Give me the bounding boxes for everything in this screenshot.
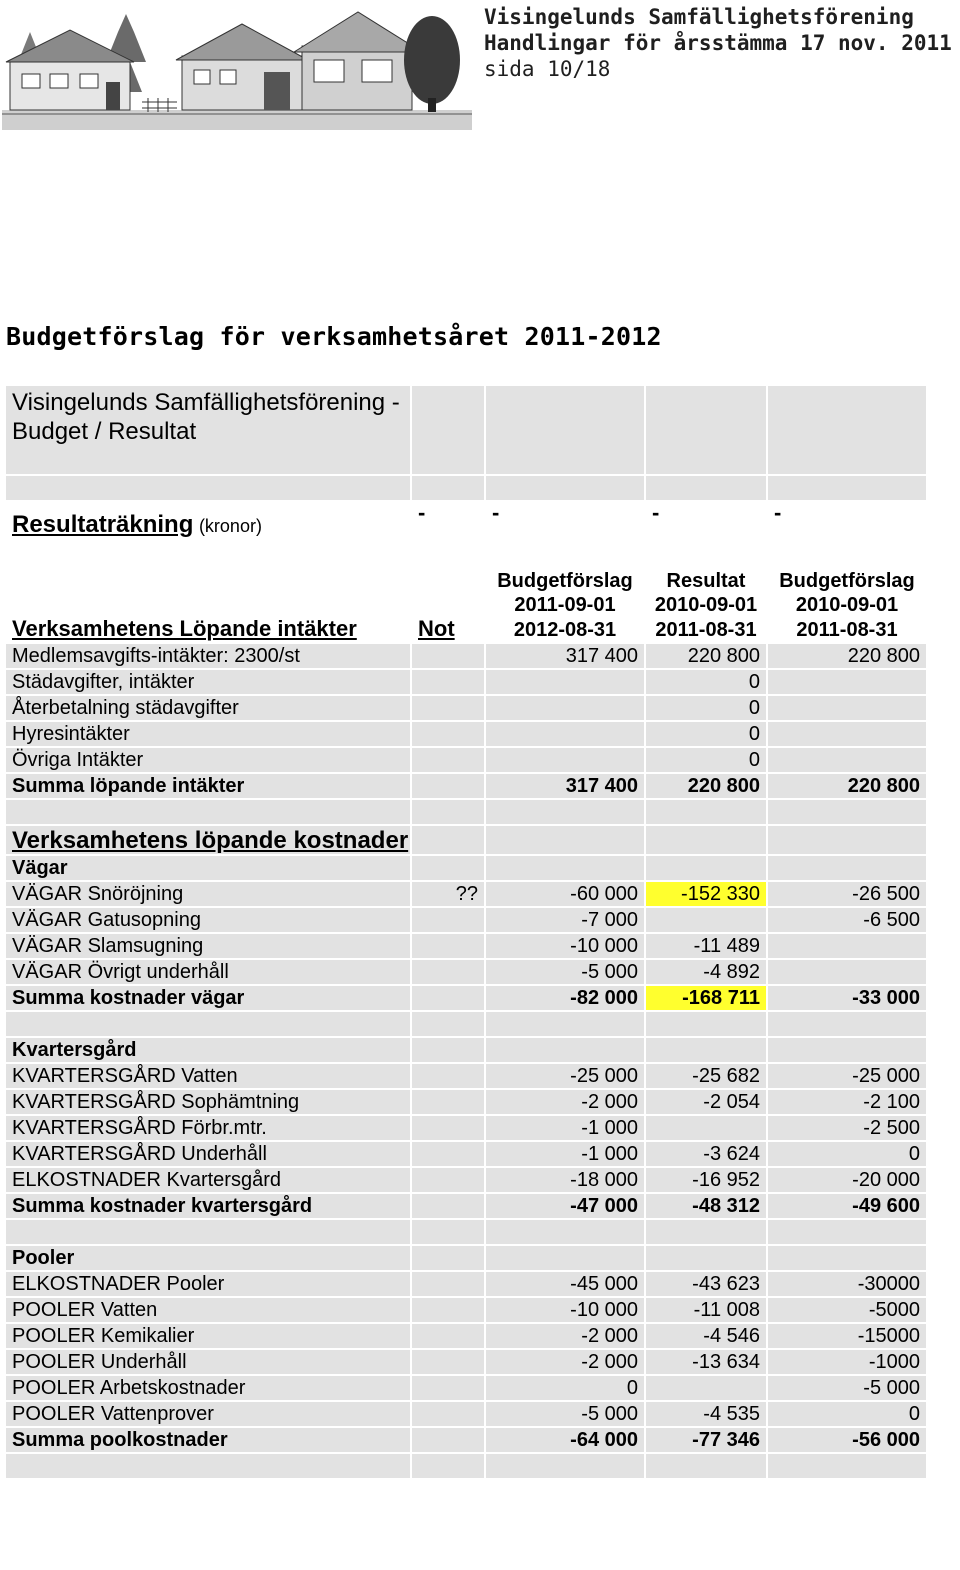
- col-not-header: Not: [418, 616, 455, 641]
- budget-prev-value: -20 000: [767, 1167, 927, 1193]
- row-note: ??: [411, 881, 485, 907]
- row-label: ELKOSTNADER Pooler: [5, 1271, 411, 1297]
- sum-row: [5, 1427, 927, 1453]
- budget-prev-value: -26 500: [767, 881, 927, 907]
- table-row: [5, 1063, 927, 1089]
- table-row: [5, 959, 927, 985]
- result-value: 0: [645, 669, 767, 695]
- row-note: [411, 1297, 485, 1323]
- budget-next-value: -60 000: [485, 881, 645, 907]
- budget-prev-value: [767, 669, 927, 695]
- result-value: -4 535: [645, 1401, 767, 1427]
- result-value: 220 800: [645, 773, 767, 799]
- table-row: [5, 1349, 927, 1375]
- sum-row: [5, 985, 927, 1011]
- empty-cell: [485, 1453, 645, 1479]
- dash-mark: -: [411, 501, 485, 539]
- budget-next-value: [485, 695, 645, 721]
- result-value: [645, 1375, 767, 1401]
- result-value: -2 054: [645, 1089, 767, 1115]
- budget-prev-value: 0: [767, 1401, 927, 1427]
- row-label: Återbetalning städavgifter: [5, 695, 411, 721]
- budget-next-value: [485, 669, 645, 695]
- row-note: [411, 695, 485, 721]
- row-label: VÄGAR Övrigt underhåll: [5, 959, 411, 985]
- budget-prev-value: [767, 747, 927, 773]
- result-value: -13 634: [645, 1349, 767, 1375]
- table-row: [5, 1141, 927, 1167]
- association-logo: [2, 2, 472, 130]
- budget-prev-value: [767, 933, 927, 959]
- group-title-text: Vägar: [12, 857, 68, 879]
- empty-cell: [411, 1037, 485, 1063]
- budget-next-value: -25 000: [485, 1063, 645, 1089]
- table-row: [5, 933, 927, 959]
- sum-row: [5, 1193, 927, 1219]
- result-value: 0: [645, 747, 767, 773]
- budget-next-value: -10 000: [485, 1297, 645, 1323]
- budget-table-body: [5, 385, 927, 1479]
- budget-next-value: -2 000: [485, 1349, 645, 1375]
- budget-prev-value: -5000: [767, 1297, 927, 1323]
- spacer-row: [5, 1453, 927, 1479]
- sum-row: [5, 773, 927, 799]
- costs-section-heading: [5, 825, 411, 855]
- budget-table: [4, 384, 928, 1480]
- result-value: -4 546: [645, 1323, 767, 1349]
- page-title: Budgetförslag för verksamhetsåret 2011-2012: [6, 322, 662, 351]
- result-value: -16 952: [645, 1167, 767, 1193]
- table-row: [5, 1401, 927, 1427]
- row-note: [411, 1141, 485, 1167]
- row-note: [411, 1089, 485, 1115]
- empty-cell: [767, 1011, 927, 1037]
- budget-prev-value: -30000: [767, 1271, 927, 1297]
- result-value: 0: [645, 695, 767, 721]
- empty-cell: [767, 825, 927, 855]
- row-label: KVARTERSGÅRD Vatten: [5, 1063, 411, 1089]
- table-title: Visingelunds Samfällighetsförening - Budget / Resultat: [5, 385, 411, 475]
- table-row: [5, 747, 927, 773]
- table-row: [5, 669, 927, 695]
- table-row: [5, 1089, 927, 1115]
- budget-prev-value: [767, 695, 927, 721]
- table-row: [5, 907, 927, 933]
- budget-next-value: [485, 721, 645, 747]
- dash-mark: -: [767, 501, 927, 539]
- row-note: [411, 959, 485, 985]
- col-budget-next-header: Budgetförslag 2011-09-01 2012-08-31: [485, 539, 645, 643]
- budget-next-value: -82 000: [485, 985, 645, 1011]
- row-note: [411, 1271, 485, 1297]
- dash-mark: -: [485, 501, 645, 539]
- result-value: -152 330: [645, 881, 767, 907]
- table-title-row: [5, 385, 927, 475]
- empty-cell: [767, 855, 927, 881]
- budget-prev-value: -6 500: [767, 907, 927, 933]
- row-label: POOLER Kemikalier: [5, 1323, 411, 1349]
- budget-next-value: -2 000: [485, 1089, 645, 1115]
- row-note: [411, 721, 485, 747]
- budget-prev-value: -49 600: [767, 1193, 927, 1219]
- row-label: Hyresintäkter: [5, 721, 411, 747]
- result-value: -77 346: [645, 1427, 767, 1453]
- row-note: [411, 1401, 485, 1427]
- group-title: [5, 1037, 411, 1063]
- budget-prev-value: -5 000: [767, 1375, 927, 1401]
- dash-mark: -: [645, 501, 767, 539]
- income-section-heading: Verksamhetens Löpande intäkter: [12, 616, 357, 641]
- budget-prev-value: -56 000: [767, 1427, 927, 1453]
- budget-prev-value: -25 000: [767, 1063, 927, 1089]
- group-title: [5, 1245, 411, 1271]
- row-label: POOLER Arbetskostnader: [5, 1375, 411, 1401]
- budget-next-value: -5 000: [485, 959, 645, 985]
- budget-prev-value: 220 800: [767, 773, 927, 799]
- empty-cell: [5, 1453, 411, 1479]
- budget-prev-value: [767, 721, 927, 747]
- row-note: [411, 747, 485, 773]
- header-doc: Handlingar för årsstämma 17 nov. 2011: [484, 31, 952, 55]
- budget-prev-value: [767, 959, 927, 985]
- row-label: VÄGAR Snöröjning: [5, 881, 411, 907]
- empty-cell: [645, 825, 767, 855]
- empty-cell: [411, 1453, 485, 1479]
- budget-prev-value: -1000: [767, 1349, 927, 1375]
- empty-cell: [645, 1037, 767, 1063]
- empty-cell: [767, 1219, 927, 1245]
- budget-next-value: 317 400: [485, 643, 645, 669]
- header-org: Visingelunds Samfällighetsförening: [484, 5, 914, 29]
- result-value: 220 800: [645, 643, 767, 669]
- row-label: Medlemsavgifts-intäkter: 2300/st: [5, 643, 411, 669]
- table-row: [5, 643, 927, 669]
- result-value: -3 624: [645, 1141, 767, 1167]
- result-value: -43 623: [645, 1271, 767, 1297]
- result-value: -11 008: [645, 1297, 767, 1323]
- budget-prev-value: -2 100: [767, 1089, 927, 1115]
- empty-cell: [485, 1245, 645, 1271]
- empty-cell: [485, 1219, 645, 1245]
- document-header: [484, 4, 952, 82]
- result-value: [645, 907, 767, 933]
- table-row: [5, 1297, 927, 1323]
- budget-next-value: 317 400: [485, 773, 645, 799]
- group-title: [5, 855, 411, 881]
- empty-cell: [5, 1219, 411, 1245]
- budget-prev-value: -15000: [767, 1323, 927, 1349]
- spacer-row: [5, 1219, 927, 1245]
- empty-cell: [5, 799, 411, 825]
- empty-cell: [411, 1219, 485, 1245]
- statement-label: Resultaträkning: [12, 511, 194, 538]
- result-value: -25 682: [645, 1063, 767, 1089]
- costs-section-heading-text: Verksamhetens löpande kostnader: [12, 827, 409, 854]
- row-label: Summa kostnader vägar: [5, 985, 411, 1011]
- row-note: [411, 1323, 485, 1349]
- spacer-row: [5, 475, 927, 501]
- group-title-row: [5, 1037, 927, 1063]
- group-title-row: [5, 855, 927, 881]
- row-note: [411, 1167, 485, 1193]
- col-budget-prev-header: Budgetförslag 2010-09-01 2011-08-31: [767, 539, 927, 643]
- group-title-row: [5, 1245, 927, 1271]
- row-note: [411, 1375, 485, 1401]
- row-note: [411, 773, 485, 799]
- row-note: [411, 669, 485, 695]
- result-value: -4 892: [645, 959, 767, 985]
- row-label: POOLER Underhåll: [5, 1349, 411, 1375]
- budget-next-value: -1 000: [485, 1115, 645, 1141]
- row-label: VÄGAR Gatusopning: [5, 907, 411, 933]
- statement-heading: [5, 501, 411, 539]
- row-note: [411, 907, 485, 933]
- budget-next-value: [485, 747, 645, 773]
- column-header-row: [5, 539, 927, 643]
- row-note: [411, 1063, 485, 1089]
- table-row: [5, 1375, 927, 1401]
- empty-cell: [767, 1453, 927, 1479]
- row-label: KVARTERSGÅRD Underhåll: [5, 1141, 411, 1167]
- budget-next-value: -10 000: [485, 933, 645, 959]
- budget-next-value: -7 000: [485, 907, 645, 933]
- table-row: [5, 695, 927, 721]
- row-label: Städavgifter, intäkter: [5, 669, 411, 695]
- empty-cell: [485, 1011, 645, 1037]
- budget-next-value: -18 000: [485, 1167, 645, 1193]
- budget-next-value: 0: [485, 1375, 645, 1401]
- table-row: [5, 721, 927, 747]
- result-value: -48 312: [645, 1193, 767, 1219]
- empty-cell: [5, 1011, 411, 1037]
- group-title-text: Pooler: [12, 1247, 75, 1269]
- budget-prev-value: -33 000: [767, 985, 927, 1011]
- table-row: [5, 1115, 927, 1141]
- budget-next-value: -5 000: [485, 1401, 645, 1427]
- row-label: KVARTERSGÅRD Sophämtning: [5, 1089, 411, 1115]
- budget-next-value: -47 000: [485, 1193, 645, 1219]
- row-label: Summa löpande intäkter: [5, 773, 411, 799]
- result-value: -11 489: [645, 933, 767, 959]
- row-note: [411, 933, 485, 959]
- row-label: Summa kostnader kvartersgård: [5, 1193, 411, 1219]
- budget-next-value: -45 000: [485, 1271, 645, 1297]
- spacer-row: [5, 799, 927, 825]
- result-value: -168 711: [645, 985, 767, 1011]
- budget-next-value: -1 000: [485, 1141, 645, 1167]
- empty-cell: [411, 855, 485, 881]
- header-page: sida 10/18: [484, 57, 611, 81]
- result-value: 0: [645, 721, 767, 747]
- row-note: [411, 1115, 485, 1141]
- empty-cell: [411, 825, 485, 855]
- table-row: [5, 1323, 927, 1349]
- row-label: Summa poolkostnader: [5, 1427, 411, 1453]
- row-label: POOLER Vatten: [5, 1297, 411, 1323]
- row-label: KVARTERSGÅRD Förbr.mtr.: [5, 1115, 411, 1141]
- empty-cell: [645, 1245, 767, 1271]
- result-value: [645, 1115, 767, 1141]
- row-label: Övriga Intäkter: [5, 747, 411, 773]
- row-note: [411, 1427, 485, 1453]
- spacer-row: [5, 1011, 927, 1037]
- empty-cell: [411, 799, 485, 825]
- budget-prev-value: 0: [767, 1141, 927, 1167]
- table-row: [5, 881, 927, 907]
- empty-cell: [645, 1219, 767, 1245]
- costs-section-heading-row: [5, 825, 927, 855]
- empty-cell: [485, 799, 645, 825]
- empty-cell: [767, 1037, 927, 1063]
- row-note: [411, 985, 485, 1011]
- group-title-text: Kvartersgård: [12, 1039, 137, 1061]
- empty-cell: [767, 1245, 927, 1271]
- empty-cell: [645, 1011, 767, 1037]
- empty-cell: [645, 855, 767, 881]
- empty-cell: [485, 1037, 645, 1063]
- empty-cell: [645, 1453, 767, 1479]
- empty-cell: [411, 1011, 485, 1037]
- budget-prev-value: 220 800: [767, 643, 927, 669]
- row-label: ELKOSTNADER Kvartersgård: [5, 1167, 411, 1193]
- budget-next-value: -64 000: [485, 1427, 645, 1453]
- statement-row: [5, 501, 927, 539]
- row-label: VÄGAR Slamsugning: [5, 933, 411, 959]
- budget-prev-value: -2 500: [767, 1115, 927, 1141]
- col-result-header: Resultat 2010-09-01 2011-08-31: [645, 539, 767, 643]
- empty-cell: [485, 855, 645, 881]
- row-note: [411, 1349, 485, 1375]
- empty-cell: [767, 799, 927, 825]
- statement-unit: (kronor): [198, 516, 262, 536]
- table-row: [5, 1271, 927, 1297]
- row-label: POOLER Vattenprover: [5, 1401, 411, 1427]
- empty-cell: [485, 825, 645, 855]
- row-note: [411, 1193, 485, 1219]
- empty-cell: [645, 799, 767, 825]
- row-note: [411, 643, 485, 669]
- empty-cell: [411, 1245, 485, 1271]
- table-row: [5, 1167, 927, 1193]
- budget-next-value: -2 000: [485, 1323, 645, 1349]
